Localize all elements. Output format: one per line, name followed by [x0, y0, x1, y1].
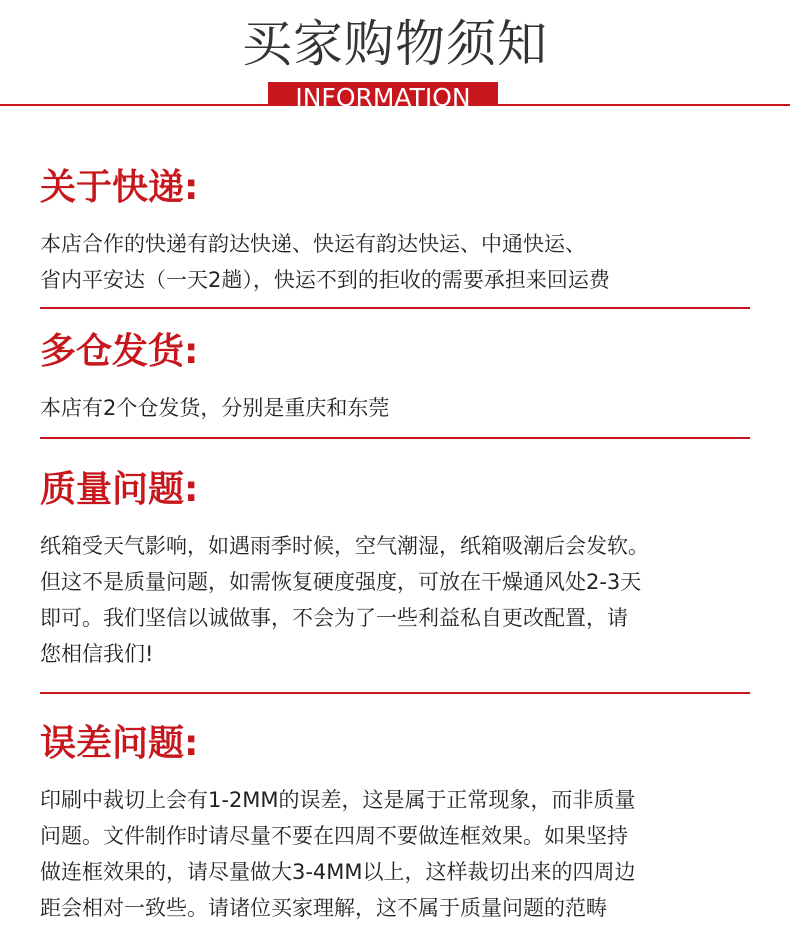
paragraph-line: 本店合作的快递有韵达快递、快运有韵达快运、中通快运、	[40, 232, 586, 256]
section-divider	[40, 692, 750, 694]
section-body-tolerance	[40, 782, 750, 926]
paragraph-line: 本店有2个仓发货，分别是重庆和东莞	[40, 396, 390, 420]
section-tolerance	[40, 720, 750, 926]
paragraph-line: 问题。文件制作时请尽量不要在四周不要做连框效果。如果坚持	[40, 824, 628, 848]
paragraph-line: 印刷中裁切上会有1-2MM的误差，这是属于正常现象，而非质量	[40, 788, 636, 812]
section-quality	[40, 466, 750, 672]
section-body-warehouse	[40, 390, 750, 426]
section-warehouse	[40, 328, 750, 426]
paragraph-line: 您相信我们!	[40, 642, 154, 666]
section-body-express	[40, 226, 750, 298]
section-divider	[40, 437, 750, 439]
paragraph-line: 即可。我们坚信以诚做事，不会为了一些利益私自更改配置，请	[40, 606, 628, 630]
information-label: INFORMATION	[295, 83, 471, 106]
paragraph-line: 做连框效果的，请尽量做大3-4MM以上，这样裁切出来的四周边	[40, 860, 636, 884]
section-body-quality	[40, 528, 750, 672]
information-badge	[268, 82, 498, 106]
section-heading-tolerance: 误差问题:	[40, 723, 199, 764]
paragraph-line: 省内平安达（一天2趟），快运不到的拒收的需要承担来回运费	[40, 268, 610, 292]
section-divider	[40, 307, 750, 309]
section-express	[40, 164, 750, 298]
section-heading-express: 关于快递:	[40, 167, 199, 208]
section-heading-warehouse: 多仓发货:	[40, 331, 199, 372]
paragraph-line: 但这不是质量问题，如需恢复硬度强度，可放在干燥通风处2-3天	[40, 570, 642, 594]
page-header	[0, 0, 790, 110]
page-title: 买家购物须知	[242, 15, 548, 73]
paragraph-line: 纸箱受天气影响，如遇雨季时候，空气潮湿，纸箱吸潮后会发软。	[40, 534, 649, 558]
paragraph-line: 距会相对一致些。请诸位买家理解，这不属于质量问题的范畴	[40, 896, 607, 920]
section-heading-quality: 质量问题:	[40, 469, 199, 510]
